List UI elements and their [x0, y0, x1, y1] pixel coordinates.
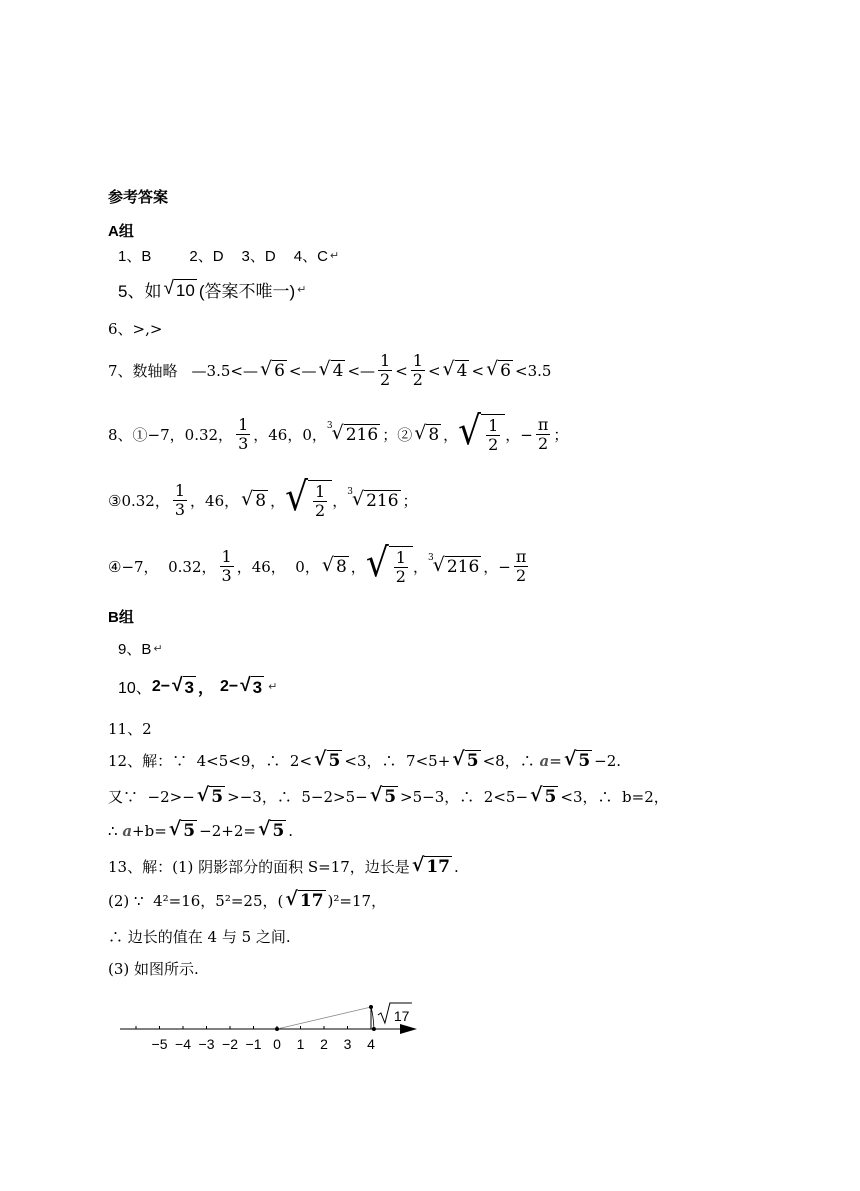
tick-label: 2: [320, 1036, 328, 1052]
answer-2: 2、D: [189, 248, 224, 265]
answer-6: 6、>,>: [108, 320, 163, 338]
top-point: [369, 1005, 373, 1009]
tick-label: 0: [273, 1036, 281, 1052]
tick-label: 3: [343, 1036, 352, 1052]
return-mark-icon: ↵: [297, 284, 307, 296]
answer-1: 1、B: [118, 248, 152, 265]
tick-label: −4: [175, 1036, 191, 1052]
tick-label: −1: [245, 1036, 262, 1052]
answer-12-line-1: 12、解：∵ 4<5<9，∴ 2< √ 5 <3，∴ 7<5+ √ 5 <8，∴ a = √ 5 −2.: [108, 748, 622, 771]
answer-5: 5、如 √ 10 (答案不唯一) ↵: [118, 277, 307, 301]
tick-label: −2: [222, 1036, 238, 1052]
answer-12-line-2: 又∵ −2>− √ 5 >−3，∴ 5−2>5− √ 5 >5−3，∴ 2<5− √ 5 <3，∴ b=2，: [108, 784, 669, 807]
sqrt-10: √ 10: [163, 277, 195, 300]
answer-10: 10、 2− √ 3 ， 2− √ 3 ↵: [118, 674, 278, 697]
return-mark-icon: ↵: [268, 681, 278, 693]
tick-label: −3: [198, 1036, 215, 1052]
sqrt17-label: 17: [393, 1008, 410, 1024]
answer-13-line-4: (3) 如图所示.: [108, 960, 199, 978]
answer-7: 7、数轴略 —3.5<— √ 6 <— √ 4 <— $\frac{1}{2}$ < $\frac{1}{2}$ < √ 4 < √ 6 <3.5: [108, 351, 552, 390]
tick-label: 1: [296, 1036, 305, 1052]
answer-13-line-1: 13、解：(1) 阴影部分的面积 S=17，边长是 √ 17 .: [108, 854, 459, 877]
return-mark-icon: ↵: [329, 250, 340, 262]
answer-8-line-2: ③0.32， $\frac{1}{3}$ ，46， √ 8 ， √ $\frac{1}{2}$ ， 3 √ 216 ；: [108, 474, 418, 521]
answer-11: 11、2: [108, 720, 152, 738]
number-line-figure: [115, 998, 435, 1058]
answer-4: 4、C: [293, 248, 328, 265]
answer-8-line-1: 8、①−7，0.32， $\frac{1}{3}$ ，46，0， 3 √ 216 ；② √ 8 ， √ $\frac{1}{2}$ ，− $\frac{\pi}{2}$ ；: [108, 408, 569, 455]
answer-title: 参考答案: [108, 189, 169, 206]
answer-13-line-3: ∴ 边长的值在 4 与 5 之间.: [108, 928, 291, 946]
hypotenuse-line: [277, 1007, 371, 1029]
answer-13-line-2: (2) ∵ 4²=16，5²=25，( √ 17 )²=17，: [108, 888, 387, 911]
answer-3: 3、D: [241, 248, 276, 265]
answer-8-line-3: ④−7， 0.32， $\frac{1}{3}$ ，46， 0， √ 8 ， √ $\frac{1}{2}$ ， 3 √ 216 ，− $\frac{\pi}{2}$: [108, 540, 527, 587]
group-a-heading: A组: [108, 223, 134, 240]
tick-label: 4: [367, 1036, 375, 1052]
answer-9: 9、B ↵: [118, 641, 163, 658]
axis-arrow-icon: [400, 1024, 417, 1034]
return-mark-icon: ↵: [153, 643, 163, 655]
origin-point: [275, 1027, 279, 1031]
sqrt17-point: [372, 1027, 376, 1031]
group-b-heading: B组: [108, 609, 134, 626]
answer-1-4: [118, 245, 339, 266]
answer-12-line-3: ∴ a +b= √ 5 −2+2= √ 5 .: [108, 818, 294, 841]
tick-label: −5: [151, 1036, 168, 1052]
